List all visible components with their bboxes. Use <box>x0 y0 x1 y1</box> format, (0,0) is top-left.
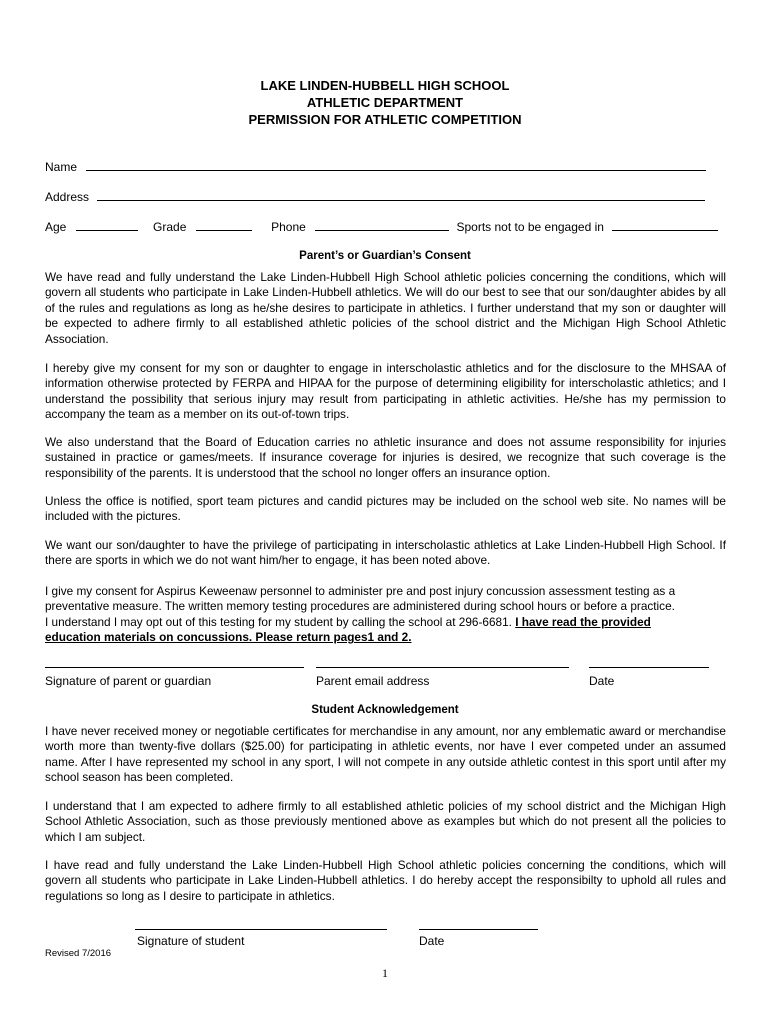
student-acknowledgement-heading: Student Acknowledgement <box>311 704 459 716</box>
age-field[interactable] <box>76 219 138 231</box>
school-name-heading: LAKE LINDEN-HUBBELL HIGH SCHOOL <box>260 78 510 93</box>
student-date-label: Date <box>419 934 445 948</box>
phone-field[interactable] <box>315 219 449 231</box>
student-paragraph-amateur: I have never received money or negotiable certificates for merchandise in any amount, nor any emblematic award or merchandise worth more than twenty-five dollars ($25.00) for participating in athletic events, nor have I ever competed under an assumed name. After I have represented my school in any sport, I will not compete in any outside athletic contest in this sport until after my school season has been completed. <box>45 724 726 785</box>
address-field[interactable] <box>97 189 705 201</box>
consent-paragraph-insurance: We also understand that the Board of Education carries no athletic insurance and does not assume responsibility for injuries sustained in practice or games/meets. If insurance coverage for injuries is desired, we recognize that such coverage is the responsibility of the parents. It is understood that the school no longer offers an insurance option. <box>45 435 726 480</box>
address-label: Address <box>45 190 90 204</box>
parent-email-label: Parent email address <box>316 674 430 688</box>
parent-consent-heading: Parent’s or Guardian’s Consent <box>299 250 471 262</box>
page-number: 1 <box>382 966 388 980</box>
department-heading: ATHLETIC DEPARTMENT <box>306 95 464 110</box>
name-label: Name <box>45 160 78 174</box>
address-row <box>45 189 705 204</box>
consent-paragraph-policies: We have read and fully understand the Lake Linden-Hubbell High School athletic policies concerning the conditions, which will govern all students who participate in Lake Linden-Hubbell athletics. We will do our best to see that our son/daughter abides by all of the rules and regulations as long as he/she desires to participate in athletics. I further understand that my son or daughter will be expected to adhere firmly to all established athletic policies of the school district and the Michigan High School Athletic Association. <box>45 270 726 346</box>
form-title: PERMISSION FOR ATHLETIC COMPETITION <box>248 112 522 127</box>
consent-paragraph-participation: We want our son/daughter to have the privilege of participating in interscholastic athletics at Lake Linden-Hubbell High School. If there are sports in which we do not want him/her to engage, it has been noted above. <box>45 538 726 568</box>
concussion-line-1: I give my consent for Aspirus Keweenaw personnel to administer pre and post injury concussion assessment testing as a <box>45 584 676 598</box>
concussion-line-2: preventative measure. The written memory testing procedures are administered during school hours or before a practice. <box>45 599 675 614</box>
concussion-opt-out-text: I understand I may opt out of this testing for my student by calling the school at 296-6681. <box>45 614 512 629</box>
grade-field[interactable] <box>196 219 252 231</box>
sports-excluded-field[interactable] <box>612 219 718 231</box>
concussion-return-pages-notice: education materials on concussions. Please return pages1 and 2. <box>45 630 412 645</box>
details-row <box>45 219 718 234</box>
name-field[interactable] <box>86 159 706 171</box>
revision-date: Revised 7/2016 <box>45 948 112 959</box>
phone-label: Phone <box>271 220 306 234</box>
consent-paragraph-pictures: Unless the office is notified, sport team pictures and candid pictures may be included on the school web site. No names will be included with the pictures. <box>45 494 726 524</box>
concussion-line-3 <box>45 615 726 630</box>
concussion-materials-notice: I have read the provided <box>515 614 651 629</box>
age-label: Age <box>45 220 67 234</box>
consent-paragraph-concussion <box>45 584 726 646</box>
student-date-line[interactable] <box>419 929 538 930</box>
parent-signature-line[interactable] <box>45 667 304 668</box>
student-paragraph-responsibility: I have read and fully understand the Lake Linden-Hubbell High School athletic policies concerning the conditions, which will govern all students who participate in Lake Linden-Hubbell athletics. I do hereby accept the responsibilty to uphold all rules and regulations so long as I desire to participate in athletics. <box>45 858 726 903</box>
consent-paragraph-eligibility: I hereby give my consent for my son or daughter to engage in interscholastic athletics and for the disclosure to the MHSAA of information otherwise protected by FERPA and HIPAA for the purpose of determining eligibility for interscholastic athletics; and I understand the possibility that serious injury may result from participating in athletic activities. He/she has my permission to accompany the team as a member on its out-of-town trips. <box>45 361 726 422</box>
parent-email-line[interactable] <box>316 667 569 668</box>
parent-date-label: Date <box>589 674 615 688</box>
sports-excluded-label: Sports not to be engaged in <box>456 220 604 234</box>
grade-label: Grade <box>153 220 187 234</box>
name-row <box>45 159 706 174</box>
parent-date-line[interactable] <box>589 667 709 668</box>
parent-signature-label: Signature of parent or guardian <box>45 674 212 688</box>
student-signature-line[interactable] <box>135 929 387 930</box>
student-paragraph-policies: I understand that I am expected to adhere firmly to all established athletic policies of my school district and the Michigan High School Athletic Association, such as those previously mentioned above as examples but which do not present all the policies to which I am subject. <box>45 799 726 844</box>
student-signature-label: Signature of student <box>137 934 245 948</box>
